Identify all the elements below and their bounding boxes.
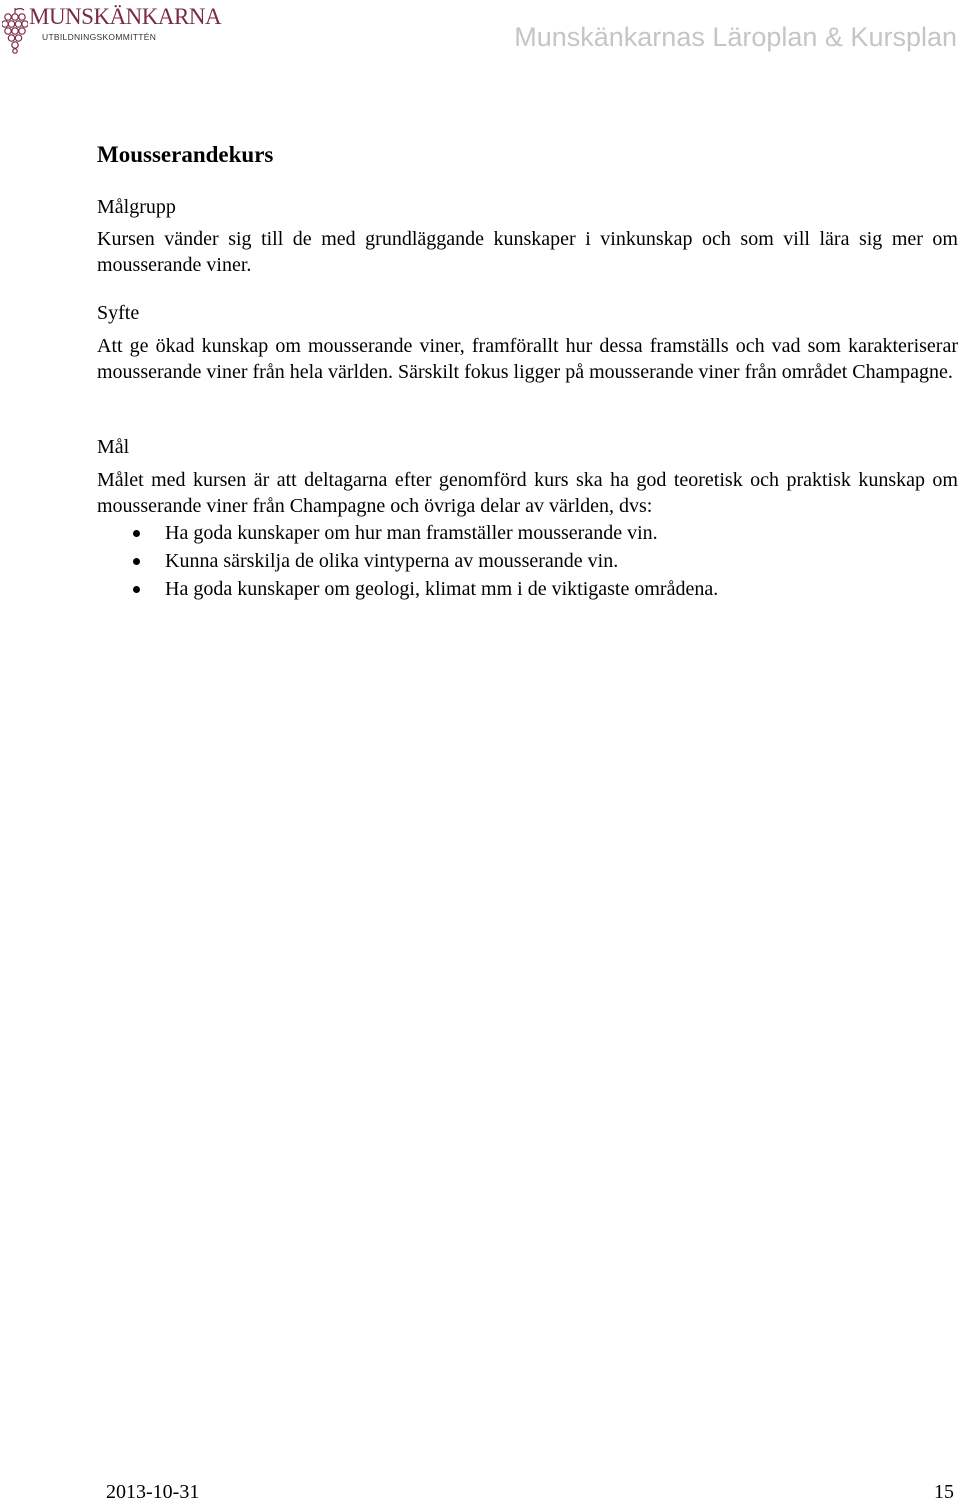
logo-wordmark: MUNSKÄNKARNA: [29, 4, 222, 29]
page-number: 15: [934, 1481, 954, 1503]
list-item-text: Ha goda kunskaper om geologi, klimat mm i de viktigaste områdena.: [165, 578, 719, 600]
bullet-icon: [133, 558, 140, 565]
malgrupp-text: Kursen vänder sig till de med grundläggande kunskaper i vinkunskap och som vill lära sig mer om mousserande viner.: [97, 228, 958, 276]
list-item: [97, 547, 958, 575]
logo-subtitle: UTBILDNINGSKOMMITTÉN: [42, 32, 157, 42]
mal-bullet-list: [97, 519, 958, 603]
munskankarna-logo: [2, 4, 222, 56]
bullet-icon: [133, 530, 140, 537]
list-item: [97, 575, 958, 603]
mal-heading: Mål: [97, 436, 130, 458]
page-header: [0, 0, 960, 60]
bullet-icon: [133, 586, 140, 593]
list-item-text: Kunna särskilja de olika vintyperna av mousserande vin.: [165, 550, 619, 572]
list-item-text: Ha goda kunskaper om hur man framställer mousserande vin.: [165, 522, 658, 544]
page-title: Mousserandekurs: [97, 142, 274, 167]
footer-date: 2013-10-31: [106, 1481, 200, 1503]
syfte-heading: Syfte: [97, 302, 140, 324]
header-title: Munskänkarnas Läroplan & Kursplan: [514, 22, 957, 52]
list-item: [97, 519, 958, 547]
syfte-text: Att ge ökad kunskap om mousserande viner, framförallt hur dessa framställs och vad som karakteriserar mousserande viner från hela världen. Särskilt fokus ligger på mousserande viner från området Champagne.: [97, 335, 958, 383]
grape-cluster-icon: [2, 6, 28, 54]
malgrupp-heading: Målgrupp: [97, 196, 176, 218]
mal-text: Målet med kursen är att deltagarna efter genomförd kurs ska ha god teoretisk och praktisk kunskap om mousserande viner från Champagne och övriga delar av världen, dvs:: [97, 469, 958, 517]
